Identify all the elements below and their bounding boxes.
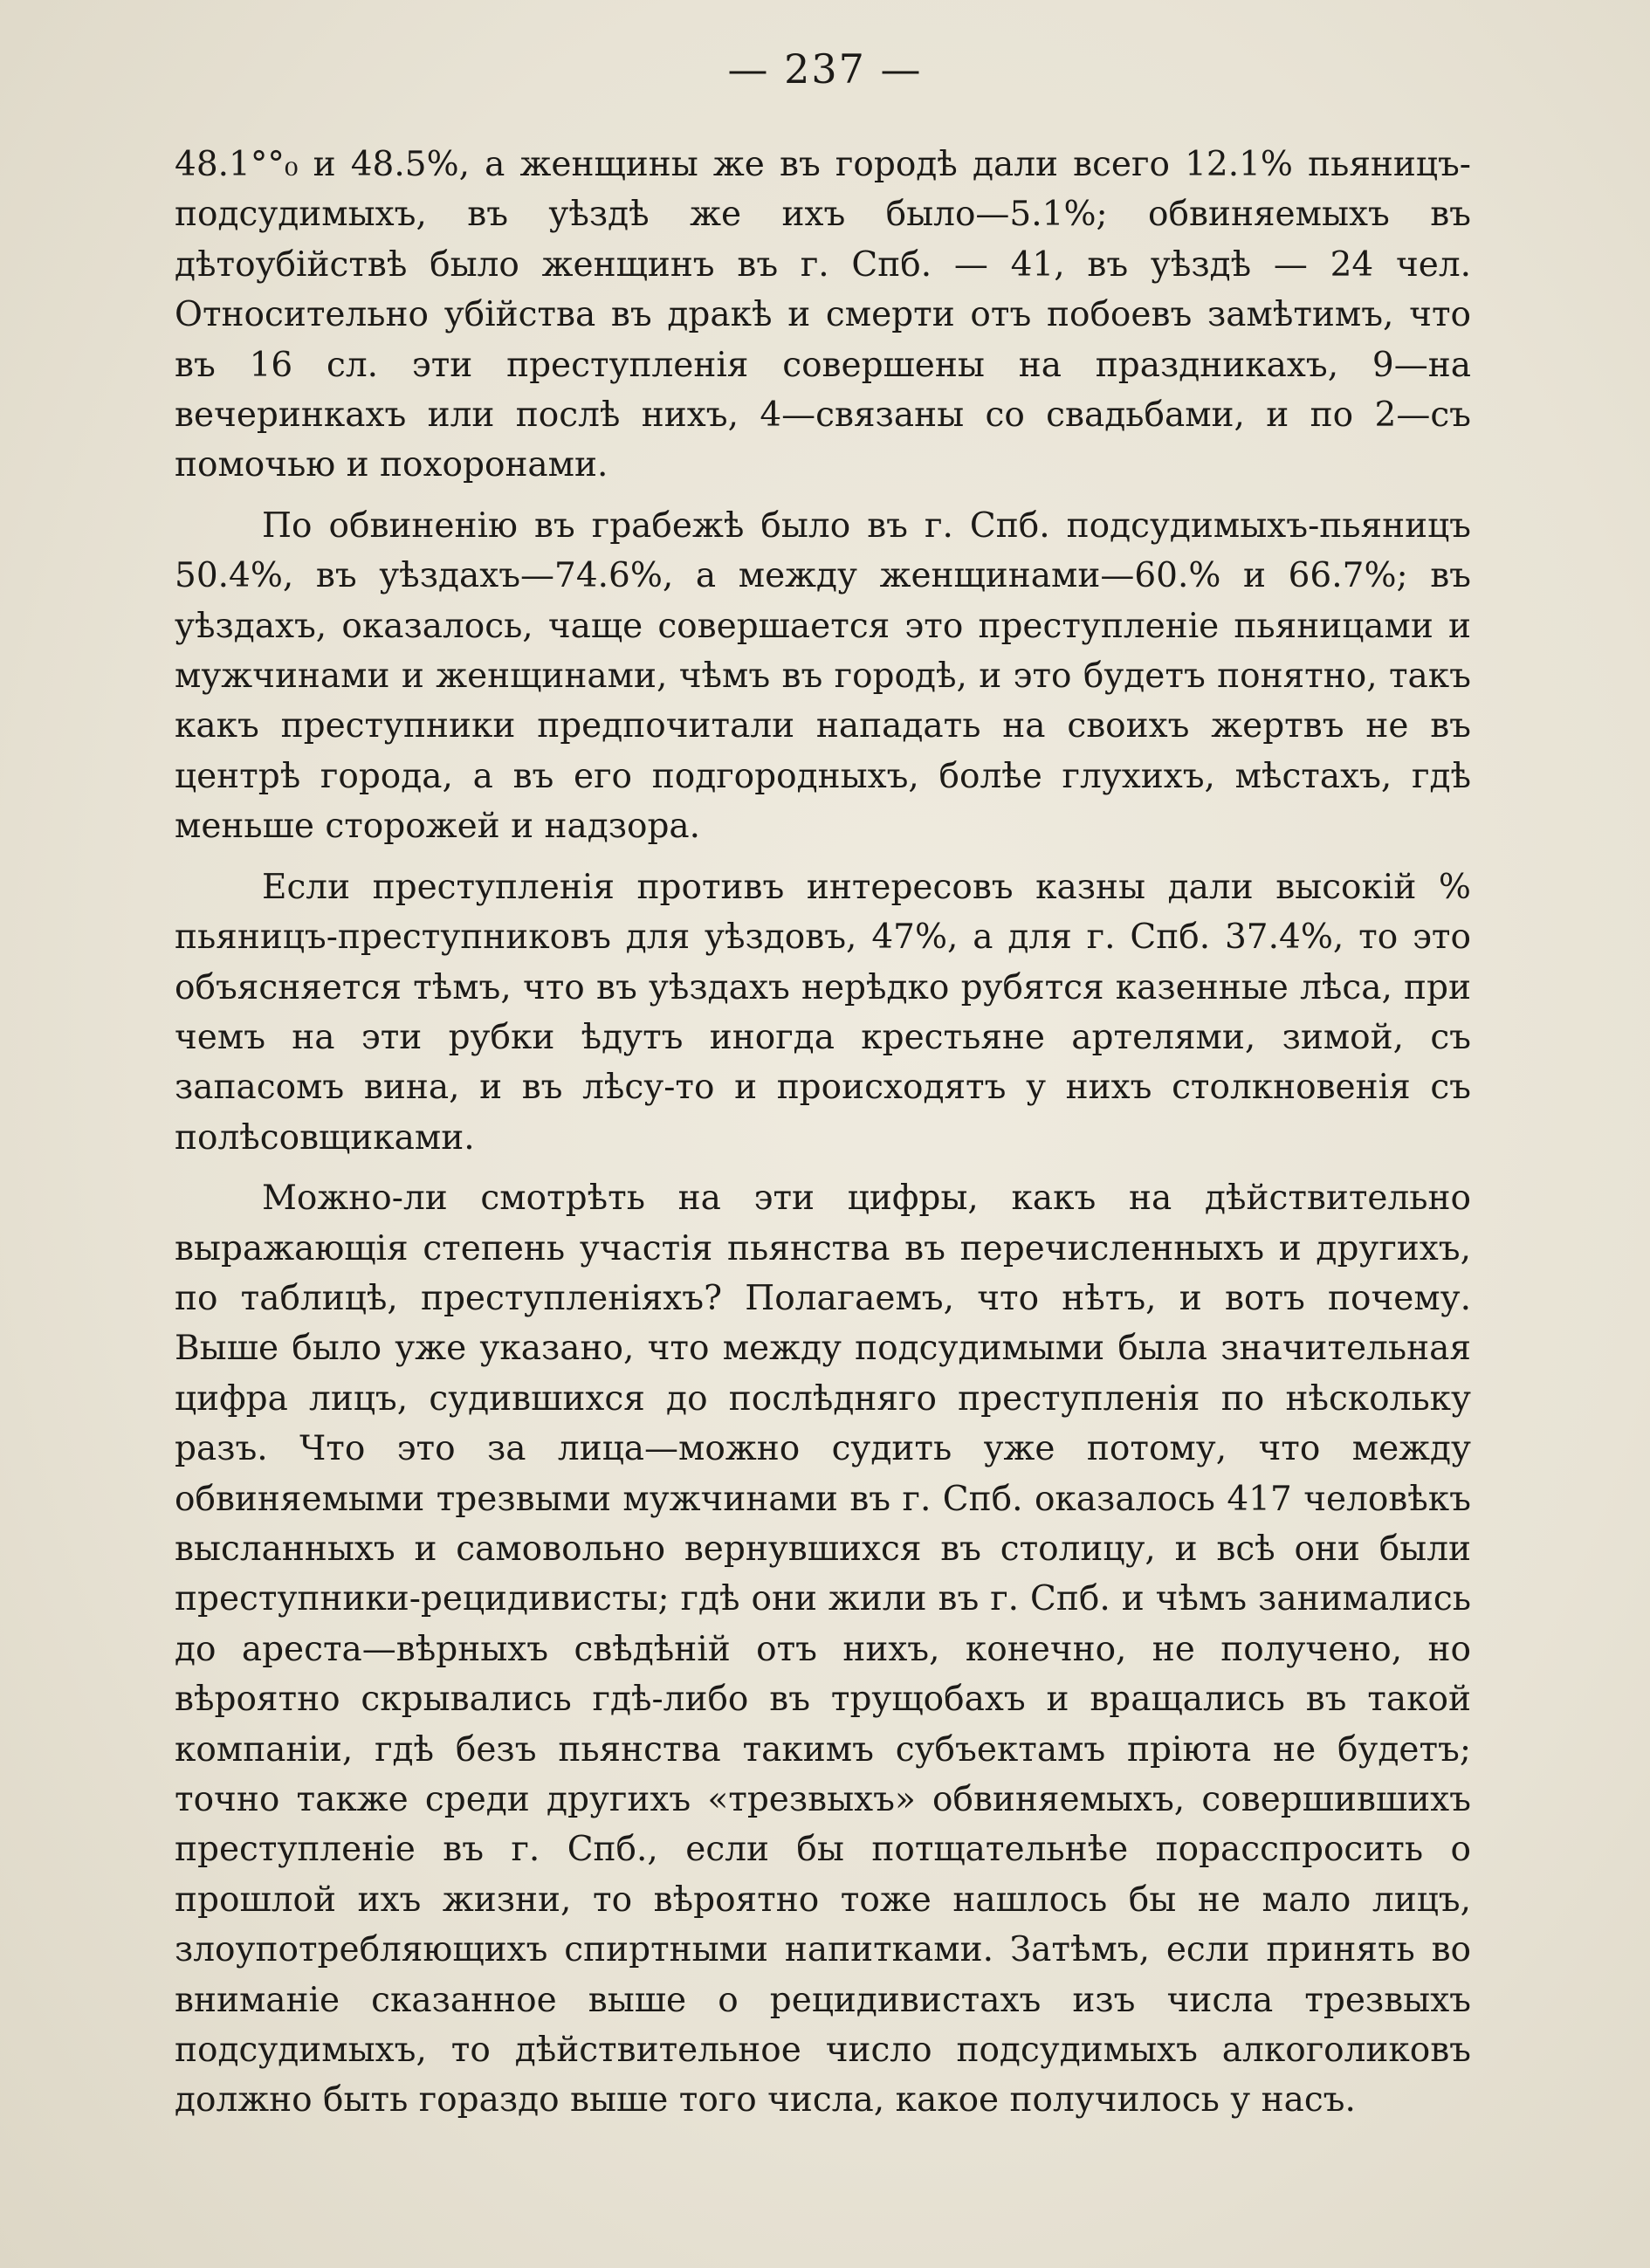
page-number: — 237 —	[727, 45, 923, 93]
paragraph-2: По обвиненію въ грабежѣ было въ г. Спб. подсудимыхъ-пьяницъ 50.4%, въ уѣздахъ—74.6%, а между женщинами—60.% и 66.7%; въ уѣздахъ, оказалось, чаще совершается это преступленіе пьяницами и мужчинами и женщинами, чѣмъ въ городѣ, и это будетъ понятно, такъ какъ преступники предпочитали нападать на своихъ жертвъ не въ центрѣ города, а въ его подгородныхъ, болѣе глухихъ, мѣстахъ, гдѣ меньше сторожей и надзора.	[175, 505, 1471, 847]
paragraph-3: Если преступленія противъ интересовъ казны дали высокій % пьяницъ-преступниковъ для уѣздовъ, 47%, а для г. Спб. 37.4%, то это объясняется тѣмъ, что въ уѣздахъ нерѣдко рубятся казенные лѣса, при чемъ на эти рубки ѣдутъ иногда крестьяне артелями, зимой, съ запасомъ вина, и въ лѣсу-то и происходятъ у нихъ столкновенія съ полѣсовщиками.	[175, 867, 1471, 1158]
paragraph-1: 48.1°°₀ и 48.5%, а женщины же въ городѣ дали всего 12.1% пьяницъ-подсудимыхъ, въ уѣздѣ же ихъ было—5.1%; обвиняемыхъ въ дѣтоубійствѣ было женщинъ въ г. Спб. — 41, въ уѣздѣ — 24 чел. Относительно убійства въ дракѣ и смерти отъ побоевъ замѣтимъ, что въ 16 сл. эти преступленія совершены на праздникахъ, 9—на вечеринкахъ или послѣ нихъ, 4—связаны со свадьбами, и по 2—съ помочью и похоронами.	[175, 145, 1471, 485]
paragraph-4: Можно-ли смотрѣть на эти цифры, какъ на дѣйствительно выражающія степень участія пьянства въ перечисленныхъ и другихъ, по таблицѣ, преступленіяхъ? Полагаемъ, что нѣтъ, и вотъ почему. Выше было уже указано, что между подсудимыми была значительная цифра лицъ, судившихся до послѣдняго преступленія по нѣскольку разъ. Что это за лица—можно судить уже потому, что между обвиняемыми трезвыми мужчинами въ г. Спб. оказалось 417 человѣкъ высланныхъ и самовольно вернувшихся въ столицу, и всѣ они были преступники-рецидивисты; гдѣ они жили въ г. Спб. и чѣмъ занимались до ареста—вѣрныхъ свѣдѣній отъ нихъ, конечно, не получено, но вѣроятно скрывались гдѣ-либо въ трущобахъ и вращались въ такой компаніи, гдѣ безъ пьянства такимъ субъектамъ пріюта не будетъ; точно также среди другихъ «трезвыхъ» обвиняемыхъ, совершившихъ преступленіе въ г. Спб., если бы потщательнѣе порасспросить о прошлой ихъ жизни, то вѣроятно тоже нашлось бы не мало лицъ, злоупотребляющихъ спиртными напитками. Затѣмъ, если принять во вниманіе сказанное выше о рецидивистахъ изъ числа трезвыхъ подсудимыхъ, то дѣйствительное число подсудимыхъ алкоголиковъ должно быть гораздо выше того числа, какое получилось у насъ.	[175, 1179, 1471, 2120]
body-text	[175, 140, 1471, 2136]
